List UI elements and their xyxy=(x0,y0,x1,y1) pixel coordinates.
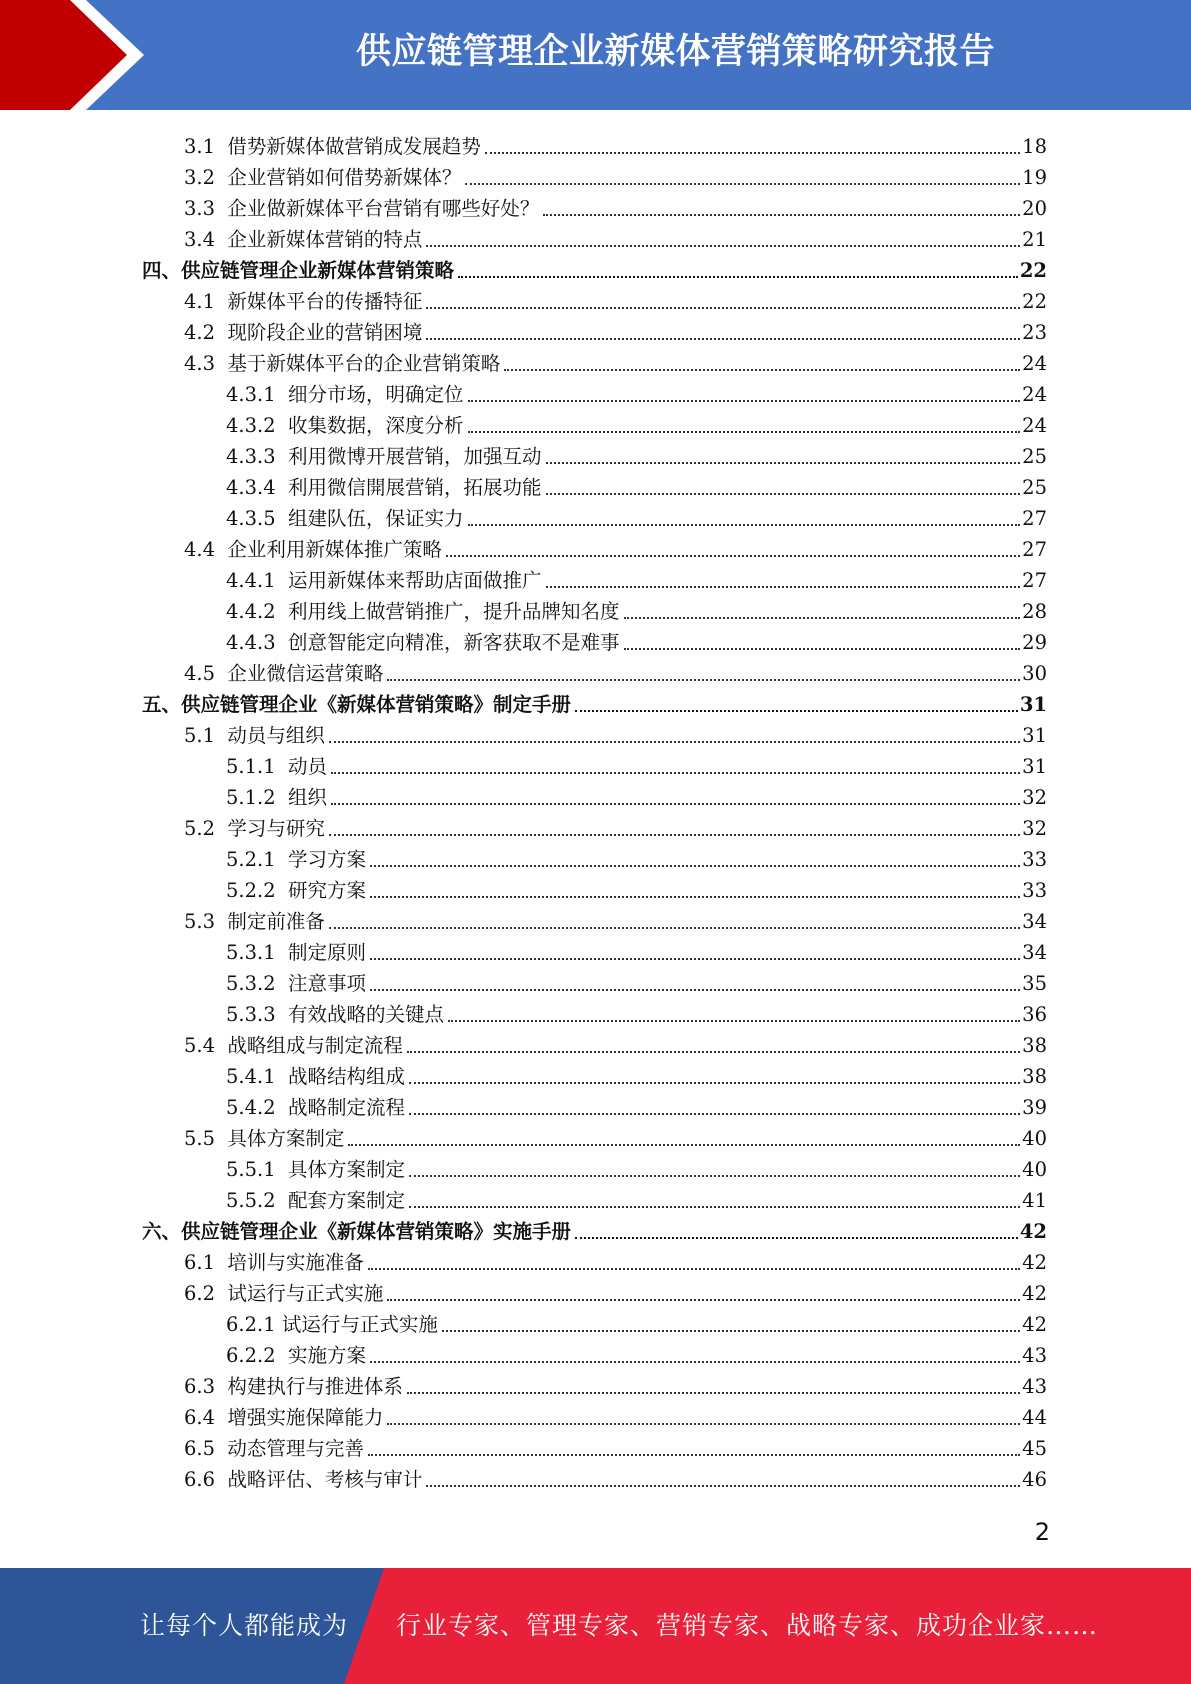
footer-slogan-right: 行业专家、管理专家、营销专家、战略专家、成功企业家…… xyxy=(396,1611,1099,1640)
toc-entry-page: 38 xyxy=(1022,1065,1047,1088)
toc-entry-number: 6.4 xyxy=(184,1406,216,1429)
toc-dot-leader xyxy=(331,772,1020,774)
toc-entry-number: 5.3.2 xyxy=(226,972,276,995)
toc-entry[interactable] xyxy=(226,996,1047,1027)
toc-entry-page: 38 xyxy=(1022,1034,1047,1057)
footer-banner xyxy=(0,1568,1191,1684)
toc-entry-page: 18 xyxy=(1022,135,1047,158)
toc-entry-title: 动员 xyxy=(288,755,328,778)
toc-entry-title: 增强实施保障能力 xyxy=(227,1406,384,1429)
toc-dot-leader xyxy=(329,834,1020,836)
toc-entry[interactable] xyxy=(184,314,1047,345)
toc-dot-leader xyxy=(368,1454,1020,1456)
toc-entry-title: 组织 xyxy=(288,786,328,809)
toc-entry-page: 41 xyxy=(1022,1189,1047,1212)
toc-entry[interactable] xyxy=(184,190,1047,221)
page-number: 2 xyxy=(1034,1518,1050,1546)
toc-entry[interactable] xyxy=(184,531,1047,562)
toc-entry[interactable] xyxy=(184,345,1047,376)
toc-entry[interactable] xyxy=(184,810,1047,841)
toc-entry-page: 43 xyxy=(1022,1375,1047,1398)
toc-entry-title: 供应链管理企业《新媒体营销策略》制定手册 xyxy=(181,693,572,716)
toc-entry-title: 利用微博开展营销，加强互动 xyxy=(288,445,542,468)
toc-entry-number: 5.5 xyxy=(184,1127,216,1150)
toc-dot-leader xyxy=(468,431,1021,433)
toc-entry[interactable] xyxy=(184,221,1047,252)
toc-dot-leader xyxy=(624,617,1021,619)
toc-entry[interactable] xyxy=(226,965,1047,996)
toc-entry-number: 4.4 xyxy=(184,538,216,561)
toc-entry-title: 基于新媒体平台的企业营销策略 xyxy=(227,352,501,375)
toc-entry-page: 39 xyxy=(1022,1096,1047,1119)
toc-entry-page: 24 xyxy=(1022,352,1047,375)
toc-entry-title: 利用线上做营销推广，提升品牌知名度 xyxy=(288,600,620,623)
toc-dot-leader xyxy=(409,1206,1020,1208)
toc-entry-title: 细分市场，明确定位 xyxy=(288,383,464,406)
toc-entry-title: 动员与组织 xyxy=(227,724,325,747)
toc-entry[interactable] xyxy=(226,1337,1047,1368)
toc-dot-leader xyxy=(543,214,1020,216)
toc-entry[interactable] xyxy=(184,283,1047,314)
toc-entry-page: 31 xyxy=(1019,693,1047,716)
toc-entry-number: 3.2 xyxy=(184,166,216,189)
toc-entry-page: 27 xyxy=(1022,507,1047,530)
toc-entry-number: 4.3.4 xyxy=(226,476,276,499)
toc-entry-title: 制定原则 xyxy=(288,941,367,964)
toc-entry-page: 43 xyxy=(1022,1344,1047,1367)
toc-dot-leader xyxy=(468,524,1021,526)
toc-entry-number: 5.2.2 xyxy=(226,879,276,902)
toc-entry[interactable] xyxy=(184,159,1047,190)
toc-entry-page: 44 xyxy=(1022,1406,1047,1429)
toc-entry-page: 46 xyxy=(1022,1468,1047,1491)
toc-entry-page: 34 xyxy=(1022,910,1047,933)
toc-entry-number: 3.3 xyxy=(184,197,216,220)
toc-entry-page: 21 xyxy=(1022,228,1047,251)
toc-dot-leader xyxy=(370,1361,1020,1363)
toc-entry-number: 4.3.2 xyxy=(226,414,276,437)
toc-entry-number: 5.1 xyxy=(184,724,216,747)
toc-entry-title: 组建队伍，保证实力 xyxy=(288,507,464,530)
toc-entry-page: 35 xyxy=(1022,972,1047,995)
toc-entry-page: 40 xyxy=(1022,1158,1047,1181)
toc-entry-number: 6.2.1 xyxy=(226,1313,276,1336)
toc-entry-title: 战略结构组成 xyxy=(288,1065,406,1088)
toc-entry-number: 5.1.2 xyxy=(226,786,276,809)
toc-entry[interactable] xyxy=(226,438,1047,469)
toc-entry-title: 战略组成与制定流程 xyxy=(227,1034,403,1057)
toc-entry-title: 动态管理与完善 xyxy=(227,1437,364,1460)
toc-entry-number: 4.4.3 xyxy=(226,631,276,654)
toc-entry-number: 4.5 xyxy=(184,662,216,685)
toc-entry-page: 23 xyxy=(1022,321,1047,344)
toc-entry-title: 供应链管理企业新媒体营销策略 xyxy=(181,259,455,282)
toc-entry-title: 运用新媒体来帮助店面做推广 xyxy=(288,569,542,592)
toc-dot-leader xyxy=(370,958,1020,960)
toc-entry-number: 六、 xyxy=(142,1220,182,1243)
toc-entry-number: 5.3.3 xyxy=(226,1003,276,1026)
toc-entry[interactable] xyxy=(184,1244,1047,1275)
toc-entry-number: 5.2.1 xyxy=(226,848,276,871)
toc-dot-leader xyxy=(370,896,1020,898)
toc-entry-number: 3.4 xyxy=(184,228,216,251)
toc-entry-number: 5.3 xyxy=(184,910,216,933)
toc-entry[interactable] xyxy=(184,903,1047,934)
toc-dot-leader xyxy=(446,555,1020,557)
toc-entry-title: 具体方案制定 xyxy=(227,1127,345,1150)
toc-dot-leader xyxy=(504,369,1020,371)
header-arrow-decoration xyxy=(0,0,160,110)
toc-entry[interactable] xyxy=(226,779,1047,810)
toc-entry-title: 新媒体平台的传播特征 xyxy=(227,290,423,313)
toc-entry-number: 6.6 xyxy=(184,1468,216,1491)
toc-entry-page: 40 xyxy=(1022,1127,1047,1150)
toc-entry-title: 现阶段企业的营销困境 xyxy=(227,321,423,344)
toc-entry-title: 企业微信运营策略 xyxy=(227,662,384,685)
toc-entry-page: 25 xyxy=(1022,445,1047,468)
toc-entry-title: 借势新媒体做营销成发展趋势 xyxy=(227,135,481,158)
toc-entry-page: 31 xyxy=(1022,724,1047,747)
toc-entry-title: 注意事项 xyxy=(288,972,367,995)
toc-entry-number: 6.2 xyxy=(184,1282,216,1305)
toc-entry-number: 6.1 xyxy=(184,1251,216,1274)
toc-entry[interactable] xyxy=(184,717,1047,748)
toc-entry-title: 试运行与正式实施 xyxy=(227,1282,384,1305)
toc-entry-page: 22 xyxy=(1022,290,1047,313)
document-title: 供应链管理企业新媒体营销策略研究报告 xyxy=(355,32,995,72)
toc-dot-leader xyxy=(426,245,1020,247)
toc-dot-leader xyxy=(485,152,1020,154)
toc-entry-title: 研究方案 xyxy=(288,879,367,902)
footer-slogan-left: 让每个人都能成为 xyxy=(140,1611,349,1640)
toc-entry-page: 29 xyxy=(1022,631,1047,654)
toc-dot-leader xyxy=(370,989,1020,991)
toc-entry-page: 42 xyxy=(1019,1220,1047,1243)
toc-entry[interactable] xyxy=(226,1058,1047,1089)
toc-dot-leader xyxy=(407,1392,1020,1394)
toc-dot-leader xyxy=(407,1051,1020,1053)
toc-dot-leader xyxy=(409,1082,1020,1084)
toc-entry-title: 构建执行与推进体系 xyxy=(227,1375,403,1398)
toc-entry-number: 5.4.2 xyxy=(226,1096,276,1119)
toc-dot-leader xyxy=(329,927,1020,929)
toc-entry[interactable] xyxy=(226,500,1047,531)
toc-dot-leader xyxy=(575,710,1018,712)
toc-entry-number: 四、 xyxy=(142,259,182,282)
toc-dot-leader xyxy=(331,803,1020,805)
toc-entry[interactable] xyxy=(226,469,1047,500)
toc-dot-leader xyxy=(409,1175,1020,1177)
toc-entry-number: 3.1 xyxy=(184,135,216,158)
toc-entry-title: 企业做新媒体平台营销有哪些好处？ xyxy=(227,197,540,220)
toc-entry-number: 5.4.1 xyxy=(226,1065,276,1088)
toc-dot-leader xyxy=(458,276,1018,278)
toc-entry-title: 学习方案 xyxy=(288,848,367,871)
toc-entry-number: 4.3.3 xyxy=(226,445,276,468)
toc-entry-page: 22 xyxy=(1019,259,1047,282)
toc-entry[interactable] xyxy=(184,1461,1047,1492)
toc-entry-title: 试运行与正式实施 xyxy=(281,1313,438,1336)
toc-entry[interactable] xyxy=(226,748,1047,779)
toc-entry[interactable] xyxy=(184,655,1047,686)
toc-entry-page: 33 xyxy=(1022,879,1047,902)
toc-entry-number: 5.5.2 xyxy=(226,1189,276,1212)
header-banner xyxy=(0,0,1191,110)
toc-entry-title: 创意智能定向精准，新客获取不是难事 xyxy=(288,631,620,654)
toc-entry-title: 供应链管理企业《新媒体营销策略》实施手册 xyxy=(181,1220,572,1243)
toc-entry-title: 企业营销如何借势新媒体？ xyxy=(227,166,462,189)
toc-entry-page: 32 xyxy=(1022,786,1047,809)
toc-entry-number: 4.3.5 xyxy=(226,507,276,530)
toc-entry[interactable] xyxy=(226,934,1047,965)
toc-dot-leader xyxy=(575,1237,1018,1239)
toc-entry-title: 学习与研究 xyxy=(227,817,325,840)
toc-entry[interactable] xyxy=(226,376,1047,407)
toc-entry-page: 42 xyxy=(1022,1282,1047,1305)
toc-entry-page: 45 xyxy=(1022,1437,1047,1460)
toc-entry-page: 34 xyxy=(1022,941,1047,964)
toc-entry-number: 4.3 xyxy=(184,352,216,375)
toc-dot-leader xyxy=(329,741,1020,743)
toc-entry-title: 战略制定流程 xyxy=(288,1096,406,1119)
toc-entry-number: 6.5 xyxy=(184,1437,216,1460)
toc-entry-page: 24 xyxy=(1022,414,1047,437)
toc-entry[interactable] xyxy=(184,1120,1047,1151)
toc-entry-title: 实施方案 xyxy=(288,1344,367,1367)
toc-dot-leader xyxy=(546,493,1021,495)
toc-entry-title: 企业利用新媒体推广策略 xyxy=(227,538,442,561)
toc-dot-leader xyxy=(546,586,1021,588)
toc-entry[interactable] xyxy=(226,1151,1047,1182)
toc-dot-leader xyxy=(624,648,1021,650)
toc-entry-title: 战略评估、考核与审计 xyxy=(227,1468,423,1491)
toc-entry[interactable] xyxy=(142,1213,1047,1244)
toc-dot-leader xyxy=(409,1113,1020,1115)
toc-entry[interactable] xyxy=(142,252,1047,283)
toc-entry-title: 企业新媒体营销的特点 xyxy=(227,228,423,251)
toc-entry-title: 制定前准备 xyxy=(227,910,325,933)
toc-entry[interactable] xyxy=(226,872,1047,903)
toc-entry-page: 33 xyxy=(1022,848,1047,871)
toc-entry-number: 5.1.1 xyxy=(226,755,276,778)
toc-entry-page: 31 xyxy=(1022,755,1047,778)
toc-entry-page: 25 xyxy=(1022,476,1047,499)
toc-entry[interactable] xyxy=(184,128,1047,159)
toc-entry[interactable] xyxy=(184,1430,1047,1461)
toc-entry-number: 4.3.1 xyxy=(226,383,276,406)
toc-dot-leader xyxy=(426,338,1020,340)
toc-entry-page: 27 xyxy=(1022,538,1047,561)
toc-entry-page: 24 xyxy=(1022,383,1047,406)
toc-dot-leader xyxy=(546,462,1021,464)
toc-entry-number: 5.4 xyxy=(184,1034,216,1057)
toc-entry-number: 5.3.1 xyxy=(226,941,276,964)
toc-entry-title: 收集数据，深度分析 xyxy=(288,414,464,437)
toc-entry-page: 20 xyxy=(1022,197,1047,220)
toc-dot-leader xyxy=(387,1423,1020,1425)
toc-entry-title: 具体方案制定 xyxy=(288,1158,406,1181)
toc-entry[interactable] xyxy=(226,593,1047,624)
toc-entry-number: 4.1 xyxy=(184,290,216,313)
toc-entry[interactable] xyxy=(184,1275,1047,1306)
toc-entry-page: 19 xyxy=(1022,166,1047,189)
toc-entry-page: 36 xyxy=(1022,1003,1047,1026)
toc-entry-number: 4.4.1 xyxy=(226,569,276,592)
toc-entry-page: 28 xyxy=(1022,600,1047,623)
toc-entry-page: 27 xyxy=(1022,569,1047,592)
toc-entry[interactable] xyxy=(142,686,1047,717)
toc-entry-title: 配套方案制定 xyxy=(288,1189,406,1212)
toc-entry-page: 30 xyxy=(1022,662,1047,685)
toc-entry-title: 利用微信開展营销，拓展功能 xyxy=(288,476,542,499)
toc-entry-number: 五、 xyxy=(142,693,182,716)
toc-dot-leader xyxy=(442,1330,1020,1332)
toc-dot-leader xyxy=(387,679,1020,681)
toc-entry[interactable] xyxy=(184,1368,1047,1399)
toc-dot-leader xyxy=(426,1485,1020,1487)
toc-entry[interactable] xyxy=(226,841,1047,872)
toc-dot-leader xyxy=(370,865,1020,867)
toc-entry-page: 42 xyxy=(1022,1313,1047,1336)
toc-entry[interactable] xyxy=(226,1089,1047,1120)
toc-entry-title: 培训与实施准备 xyxy=(227,1251,364,1274)
toc-dot-leader xyxy=(348,1144,1020,1146)
toc-entry-number: 6.2.2 xyxy=(226,1344,276,1367)
toc-entry-number: 6.3 xyxy=(184,1375,216,1398)
toc-dot-leader xyxy=(465,183,1020,185)
toc-dot-leader xyxy=(448,1020,1020,1022)
toc-entry-number: 5.2 xyxy=(184,817,216,840)
toc-entry[interactable] xyxy=(184,1027,1047,1058)
toc-entry-number: 4.4.2 xyxy=(226,600,276,623)
toc-entry[interactable] xyxy=(226,1182,1047,1213)
toc-entry[interactable] xyxy=(226,1306,1047,1337)
toc-entry[interactable] xyxy=(226,624,1047,655)
toc-dot-leader xyxy=(387,1299,1020,1301)
toc-entry-number: 4.2 xyxy=(184,321,216,344)
toc-entry-page: 32 xyxy=(1022,817,1047,840)
toc-entry-title: 有效战略的关键点 xyxy=(288,1003,445,1026)
toc-entry[interactable] xyxy=(184,1399,1047,1430)
toc-dot-leader xyxy=(426,307,1020,309)
toc-entry[interactable] xyxy=(226,407,1047,438)
toc-entry[interactable] xyxy=(226,562,1047,593)
toc-entry-page: 42 xyxy=(1022,1251,1047,1274)
toc-dot-leader xyxy=(368,1268,1020,1270)
toc-entry-number: 5.5.1 xyxy=(226,1158,276,1181)
toc-dot-leader xyxy=(468,400,1021,402)
